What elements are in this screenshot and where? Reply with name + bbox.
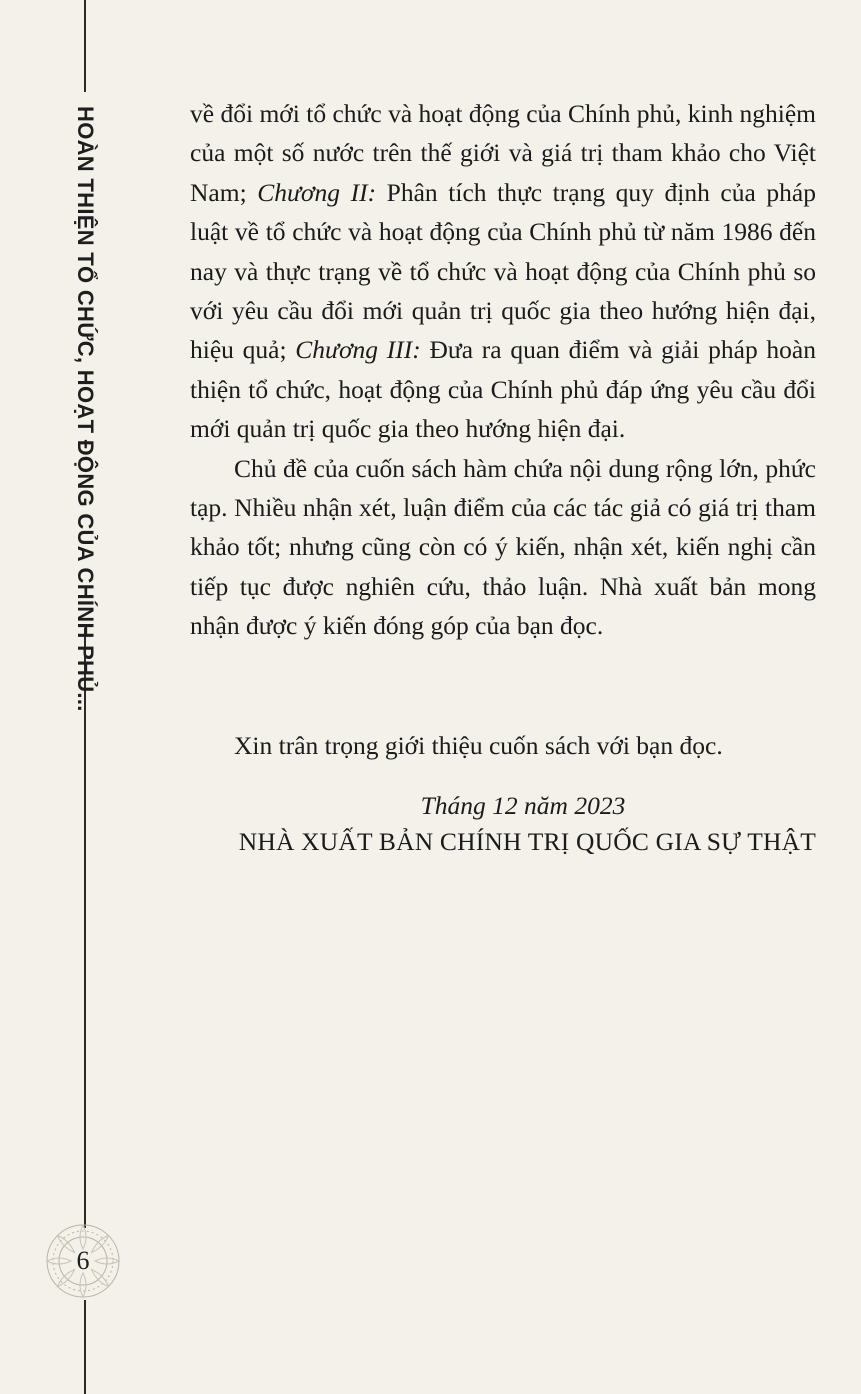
publisher-signature: NHÀ XUẤT BẢN CHÍNH TRỊ QUỐC GIA SỰ THẬT: [238, 827, 816, 856]
margin-rule-foot: [84, 1300, 86, 1394]
running-head: HOÀN THIỆN TỔ CHỨC, HOẠT ĐỘNG CỦA CHÍNH PHỦ...: [73, 106, 98, 712]
paragraph-chapters: [190, 94, 816, 449]
paragraph-feedback: Chủ đề của cuốn sách hàm chứa nội dung rộng lớn, phức tạp. Nhiều nhận xét, luận điểm của các tác giả có giá trị tham khảo tốt; nhưng cũng còn có ý kiến, nhận xét, kiến nghị cần tiếp tục được nghiên cứu, thảo luận. Nhà xuất bản mong nhận được ý kiến đóng góp của bạn đọc.: [190, 453, 816, 641]
date-line: Tháng 12 năm 2023: [420, 791, 626, 820]
paragraph-text: về đổi mới tổ chức và hoạt động của Chính phủ, kinh nghiệm của một số nước trên thế giới và giá trị tham khảo cho Việt Nam;: [190, 99, 816, 207]
margin-rule-bottom: [84, 628, 86, 1228]
margin-rule-top: [84, 0, 86, 92]
closing-line: Xin trân trọng giới thiệu cuốn sách với bạn đọc.: [234, 731, 723, 760]
chapter-label: Chương II:: [257, 177, 377, 207]
body-text: [190, 94, 816, 646]
paragraph-text: Phân tích thực trạng quy định của pháp luật về tổ chức và hoạt động của Chính phủ từ năm 1986 đến nay và thực trạng về tổ chức và hoạt động của Chính phủ so với yêu cầu đổi mới quản trị quốc gia theo hướng hiện đại, hiệu quả;: [190, 177, 816, 365]
paragraph-text: Đưa ra quan điểm và giải pháp hoàn thiện tổ chức, hoạt động của Chính phủ đáp ứng yêu cầu đổi mới quản trị quốc gia theo hướng hiện đại.: [190, 335, 816, 444]
page-number: 6: [76, 1246, 90, 1275]
chapter-label: Chương III:: [295, 335, 421, 365]
